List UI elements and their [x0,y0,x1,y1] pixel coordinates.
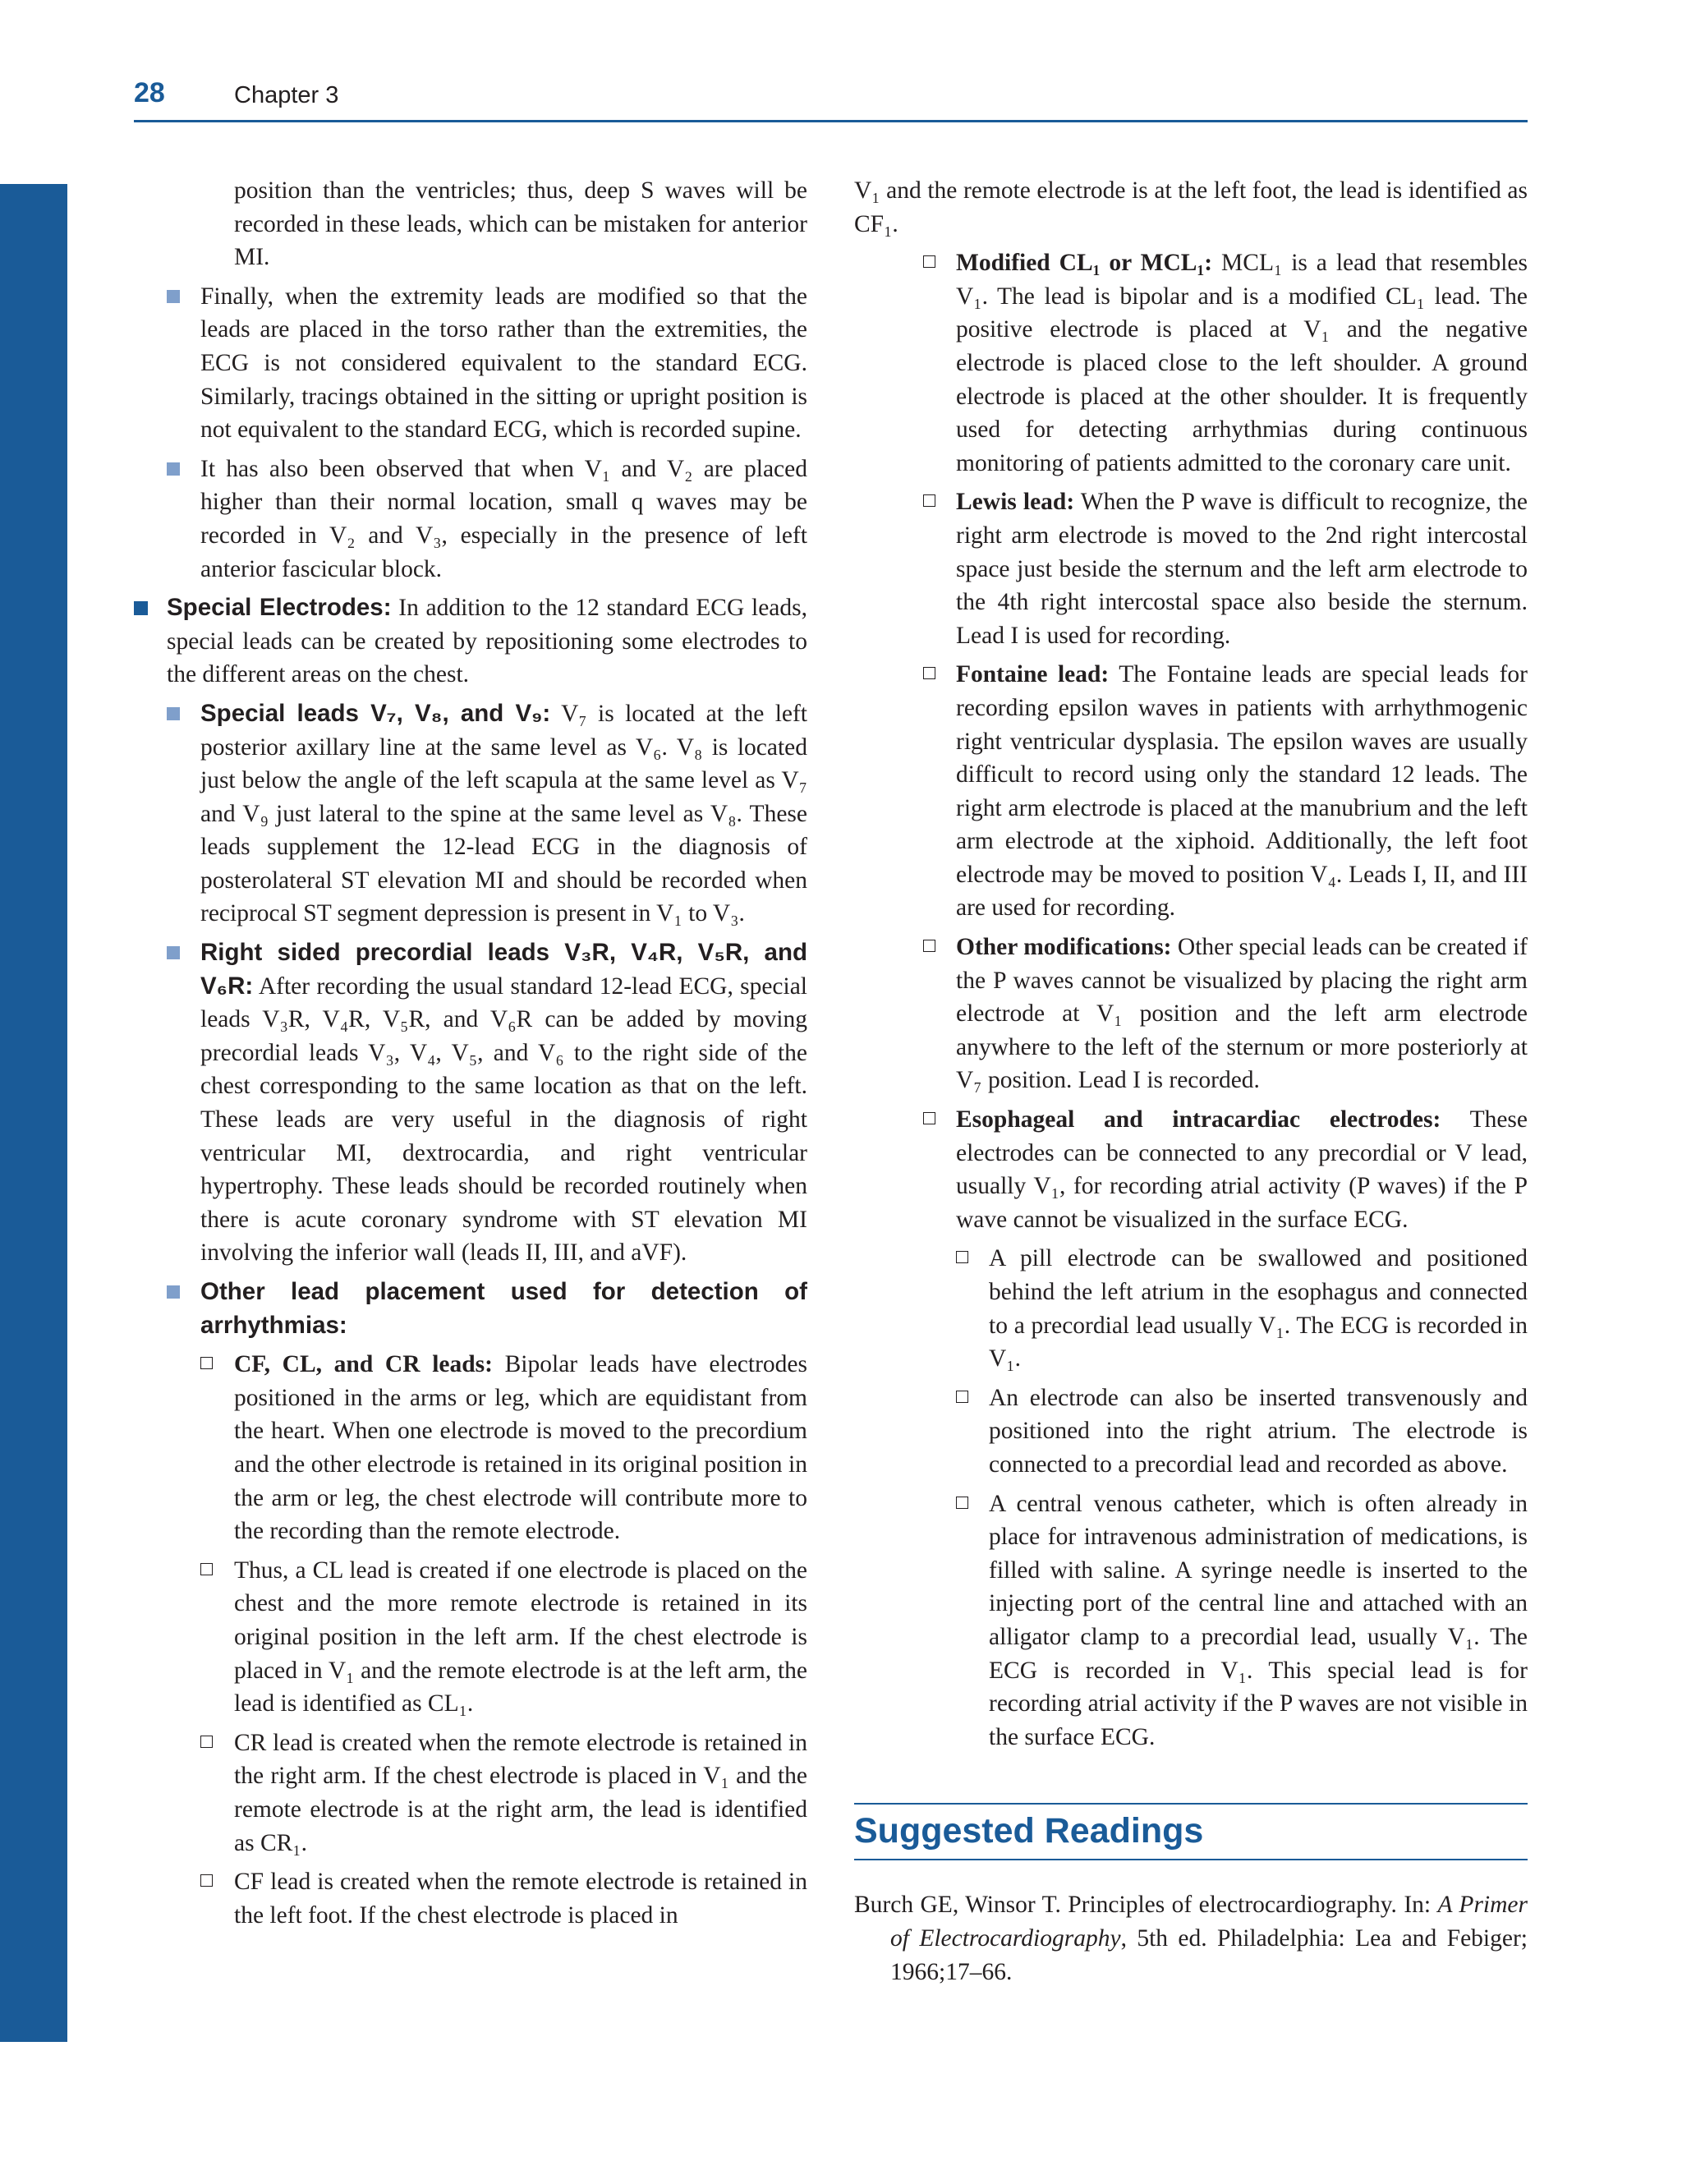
item-heading: CF, CL, and CR leads: [234,1351,493,1378]
list-item-text: Finally, when the extremity leads are modified so that the leads are placed in the torso rather than the extremities, the ECG is not considered equivalent to the standard ECG. Similarly, tracings obtained in the sitting or upright position is not equivalent to the standard ECG, which is recorded supine. [200,283,807,444]
list-item-pill-electrode [854,1242,1528,1375]
list-item-text: A pill electrode can be swallowed and positioned behind the left atrium in the esophagus and connected to a precordial lead usually V₁. The ECG is recorded in V₁. [989,1245,1528,1372]
bullet-square-icon [167,946,180,959]
page-number: 28 [134,77,165,108]
list-item-mcl1 [854,246,1528,480]
bullet-square-icon [167,1285,180,1299]
bullet-square-icon [167,707,180,720]
item-heading: Right sided precordial leads V₃R, V₄R, V₅R, and V₆R: [200,939,807,1000]
list-item-text: CF lead is created when the remote electrode is retained in the left foot. If the chest electrode is placed in [234,1869,807,1929]
continued-text: V₁ and the remote electrode is at the left foot, the lead is identified as CF₁. [854,177,1528,237]
reference-details: , 5th ed. Philadelphia: Lea and Febiger; 1966;17–66. [890,1924,1528,1985]
list-item-lewis-lead [854,485,1528,652]
list-item-text: The Fontaine leads are special leads for recording epsilon waves in patients with arrhythmogenic right ventricular dysplasia. The epsilon waves are usually difficult to record using only the standard 12 leads. The right arm electrode is placed at the manubrium and the left arm electrode at the xiphoid. Additionally, the left foot electrode may be moved to position V₄. Leads I, II, and III are used for recording. [956,661,1528,922]
checkbox-bullet-icon [200,1736,213,1748]
checkbox-bullet-icon [923,1112,935,1124]
list-item-text: These electrodes can be connected to any precordial or V lead, usually V₁, for recording atrial activity (P waves) if the P wave cannot be visualized in the surface ECG. [956,1106,1528,1233]
list-item-text: In addition to the 12 standard ECG leads, special leads can be created by repositioning some electrodes to the different areas on the chest. [167,595,808,688]
checkbox-bullet-icon [923,255,935,268]
checkbox-bullet-icon [200,1563,213,1575]
item-heading: Modified CL₁ or MCL₁: [956,250,1213,277]
list-item-central-venous [854,1487,1528,1754]
section-heading-suggested-readings [854,1803,1528,1860]
list-item-special-electrodes [134,591,807,692]
list-item-high-placement [134,453,807,586]
item-heading: Special Electrodes: [167,594,392,622]
item-heading: Esophageal and intracardiac electrodes: [956,1106,1441,1133]
list-item-cr-lead [134,1727,807,1860]
list-item-arrhythmia-leads [134,1276,807,1342]
item-heading: Fontaine lead: [956,661,1110,688]
list-item-cf-cl-cr [134,1348,807,1548]
item-heading: Other modifications: [956,934,1172,961]
list-item-text: A central venous catheter, which is often already in place for intravenous administration of medications, is filled with saline. A syringe needle is inserted to the injecting port of the central line and attached with an alligator clamp to a precordial lead, usually V₁. The ECG is recorded in V₁. This special lead is for recording atrial activity if the P waves are not visible in the surface ECG. [989,1490,1528,1750]
list-item-text: After recording the usual standard 12-lead ECG, special leads V₃R, V₄R, V₅R, and V₆R can be added by moving precordial leads V₃, V₄, V₅, and V₆ to the right side of the chest corresponding to the same location as that on the left. These leads are very useful in the diagnosis of right ventricular MI, dextrocardia, and right ventricular hypertrophy. These leads should be recorded routinely when there is acute coronary syndrome with ST elevation MI involving the inferior wall (leads II, III, and aVF). [200,972,807,1267]
list-item-fontaine-lead [854,658,1528,925]
list-item-text: When the P wave is difficult to recognize, the right arm electrode is moved to the 2nd right intercostal space just beside the sternum and the left arm electrode to the 4th right intercostal space also beside the sternum. Lead I is used for recording. [956,489,1528,649]
list-item-right-sided-leads [134,936,807,1270]
item-heading: Special leads V₇, V₈, and V₉: [200,699,551,727]
reference-entry [854,1888,1528,1989]
list-item-text: CR lead is created when the remote electrode is retained in the right arm. If the chest electrode is placed in V₁ and the remote electrode is at the right arm, the lead is identified as CR₁. [234,1729,807,1856]
item-heading: Other lead placement used for detection of arrhythmias: [200,1278,807,1339]
item-heading: Lewis lead: [956,489,1075,516]
list-item-other-modifications [854,931,1528,1097]
list-item-extremity-leads [134,280,807,447]
continued-paragraph: position than the ventricles; thus, deep S waves will be recorded in these leads, which can be mistaken for anterior MI. [234,177,807,271]
checkbox-bullet-icon [200,1357,213,1369]
list-item-text: It has also been observed that when V₁ and V₂ are placed higher than their normal location, small q waves may be recorded in V₂ and V₃, especially in the presence of left anterior fascicular block. [200,455,807,582]
list-item-text: An electrode can also be inserted transvenously and positioned into the right atrium. The electrode is connected to a precordial lead and recorded as above. [989,1384,1528,1478]
running-header [134,77,1528,122]
checkbox-bullet-icon [956,1497,968,1509]
chapter-label: Chapter 3 [234,82,339,108]
reference-book-title: A Primer of Electrocardiography [890,1892,1528,1952]
bullet-square-icon [167,462,180,476]
list-item-text: Thus, a CL lead is created if one electrode is placed on the chest and the more remote electrode is retained in its original position in the left arm. If the chest electrode is placed in V₁ and the remote electrode is at the left arm, the lead is identified as CL₁. [234,1556,807,1717]
side-color-band [0,184,67,2042]
right-column [854,174,1528,1989]
list-item-text: Other special leads can be created if the P waves cannot be visualized by placing the right arm electrode at V₁ position and the left arm electrode anywhere to the left of the sternum or more posteriorly at V₇ position. Lead I is recorded. [956,934,1528,1094]
list-item-v7-v8-v9 [134,697,807,931]
section-title: Suggested Readings [854,1811,1204,1851]
list-item-text: MCL₁ is a lead that resembles V₁. The lead is bipolar and is a modified CL₁ lead. The positive electrode is placed at V₁ and the negative electrode is placed close to the left shoulder. A ground electrode is placed at the other shoulder. It is frequently used for detecting arrhythmias during continuous monitoring of patients admitted to the coronary care unit. [956,250,1528,476]
bullet-square-icon [167,290,180,303]
list-item-esophageal [854,1103,1528,1236]
list-item-text: V₇ is located at the left posterior axillary line at the same level as V₆. V₈ is located just below the angle of the left scapula at the same level as V₇ and V₉ just lateral to the spine at the same level as V₈. These leads supplement the 12-lead ECG in the diagnosis of posterolateral ST elevation MI and should be recorded when reciprocal ST segment depression is present in V₁ to V₃. [200,700,807,927]
list-item-cf-lead [134,1865,807,1932]
checkbox-bullet-icon [956,1251,968,1263]
reference-authors: Burch GE, Winsor T. Principles of electrocardiography. In: [854,1892,1438,1919]
list-item-text: Bipolar leads have electrodes positioned in the arms or leg, which are equidistant from the heart. When one electrode is moved to the precordium and the other electrode is retained in its original position in the arm or leg, the chest electrode will contribute more to the recording than the remote electrode. [234,1351,807,1545]
checkbox-bullet-icon [923,667,935,679]
checkbox-bullet-icon [923,494,935,507]
list-item-cl-lead [134,1554,807,1721]
continued-paragraph [752,174,1528,241]
checkbox-bullet-icon [923,940,935,952]
checkbox-bullet-icon [956,1391,968,1403]
bullet-square-dark-icon [134,601,148,615]
checkbox-bullet-icon [200,1874,213,1887]
list-item-transvenous [854,1382,1528,1482]
left-column [134,174,807,1938]
